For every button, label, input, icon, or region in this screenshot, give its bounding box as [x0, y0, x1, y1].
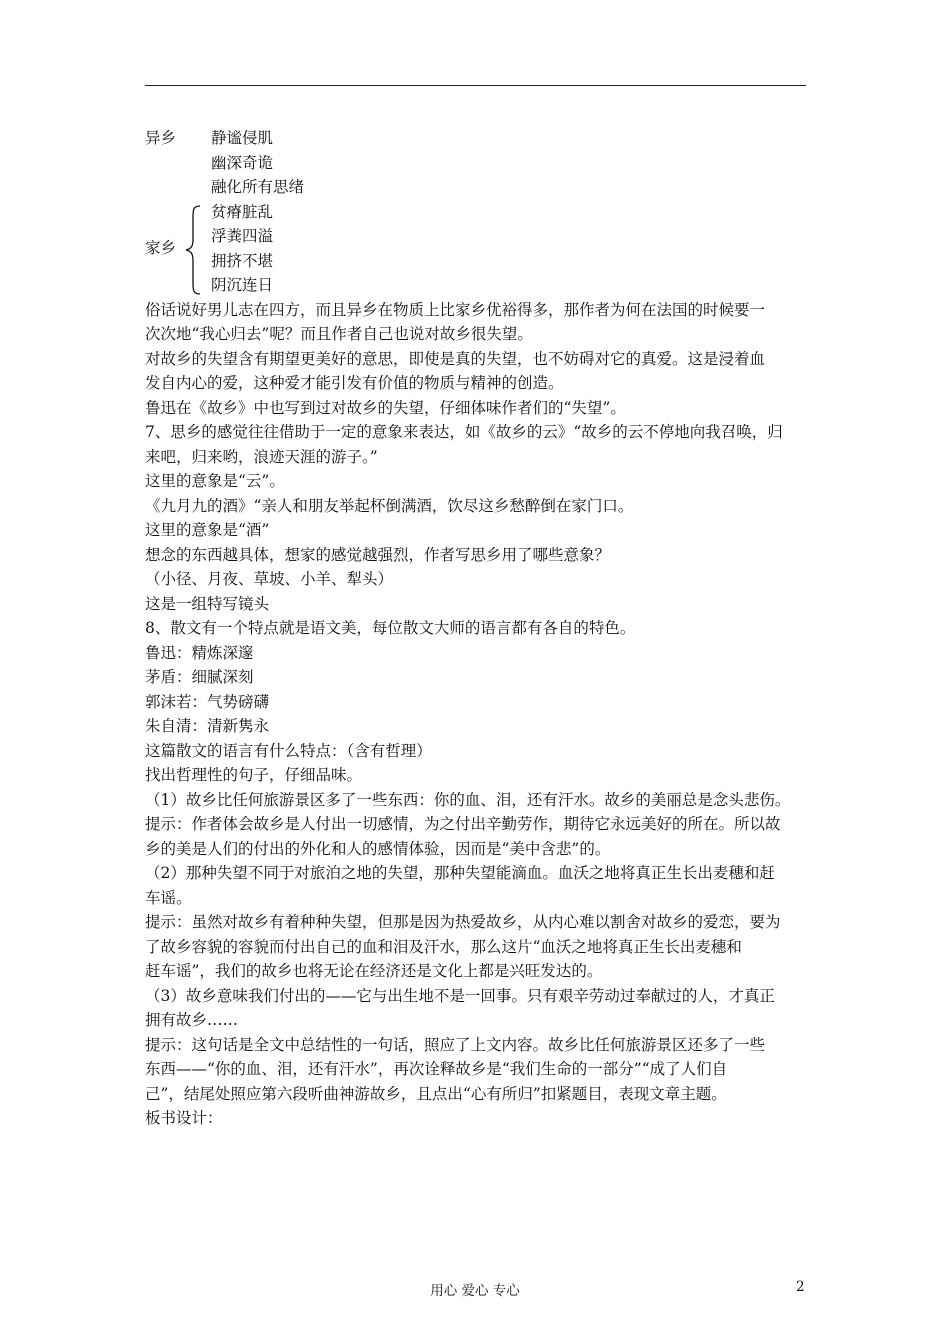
outline-item: 静谧侵肌	[211, 129, 274, 147]
text-line: 这篇散文的语言有什么特点：（含有哲理）	[145, 741, 432, 760]
text-line: 7、思乡的感觉往往借助于一定的意象来表达，如《故乡的云》“故乡的云不停地向我召唤，归	[145, 423, 783, 441]
text-line: 己”，结尾处照应第六段听曲神游故乡，且点出“心有所归”扣紧题目，表现文章主题。	[145, 1084, 727, 1103]
text-line: 郭沫若：气势磅礴	[145, 692, 270, 711]
text-line: （1）故乡比任何旅游景区多了一些东西：你的血、泪，还有汗水。故乡的美丽总是念头悲伤。	[145, 790, 791, 809]
text-line: 赶车谣”，我们的故乡也将无论在经济还是文化上都是兴旺发达的。	[145, 962, 603, 980]
text-line: 次次地“我心归去”呢？而且作者自己也说对故乡很失望。	[145, 325, 533, 343]
text-line: 拥有故乡……	[145, 1011, 239, 1029]
outline-item: 拥挤不堪	[211, 251, 274, 270]
outline-item: 阴沉连日	[211, 276, 274, 294]
text-line: 来吧，归来哟，浪迹天涯的游子。”	[145, 447, 378, 466]
text-line: 鲁迅在《故乡》中也写到过对故乡的失望，仔细体味作者们的“失望”。	[145, 398, 626, 417]
text-line: 《九月九的酒》“亲人和朋友举起杯倒满酒，饮尽这乡愁醉倒在家门口。	[145, 496, 634, 515]
text-line: 板书设计：	[145, 1109, 223, 1127]
text-line: 这是一组特写镜头	[145, 594, 270, 613]
outline-item: 浮粪四溢	[211, 227, 274, 245]
header-rule	[145, 85, 806, 86]
outline-label-yixiang: 异乡	[145, 129, 177, 147]
page-number: 2	[796, 1279, 805, 1295]
outline-label-jiaxiang: 家乡	[145, 238, 177, 257]
outline-item: 贫瘠脏乱	[211, 202, 274, 221]
outline-jiaxiang-block	[145, 200, 809, 298]
paragraph-lines	[145, 298, 809, 1131]
text-line: 想念的东西越具体，想家的感觉越强烈，作者写思乡用了哪些意象？	[145, 545, 611, 564]
text-line: 茅盾：细腻深刻	[145, 668, 254, 686]
text-line: （小径、月夜、草坡、小羊、犁头）	[145, 570, 394, 588]
text-line: （2）那种失望不同于对旅泊之地的失望，那种失望能滴血。血沃之地将真正生长出麦穗和赶	[145, 864, 775, 882]
text-line: 朱自清：清新隽永	[145, 717, 270, 735]
outline-item: 幽深奇诡	[211, 153, 274, 172]
outline-yixiang-row	[145, 126, 809, 151]
text-line: 俗话说好男儿志在四方，而且异乡在物质上比家乡优裕得多，那作者为何在法国的时候要一	[145, 300, 766, 319]
curly-brace-icon	[183, 204, 203, 296]
text-line: 提示：这句话是全文中总结性的一句话，照应了上文内容。故乡比任何旅游景区还多了一些	[145, 1035, 766, 1054]
text-line: （3）故乡意味我们付出的——它与出生地不是一回事。只有艰辛劳动过奉献过的人，才真正	[145, 986, 775, 1005]
text-line: 这里的意象是“云”。	[145, 472, 285, 490]
text-line: 8、散文有一个特点就是语文美，每位散文大师的语言都有各自的特色。	[145, 619, 636, 637]
document-body	[145, 126, 809, 1131]
text-line: 东西——“你的血、泪，还有汗水”，再次诠释故乡是“我们生命的一部分”“成了人们自	[145, 1060, 728, 1078]
text-line: 车谣。	[145, 888, 192, 907]
text-line: 对故乡的失望含有期望更美好的意思，即使是真的失望，也不妨碍对它的真爱。这是浸着血	[145, 349, 766, 368]
outline-item: 融化所有思绪	[211, 178, 305, 196]
text-line: 提示：作者体会故乡是人付出一切感情，为之付出辛勤劳作，期待它永远美好的所在。所以故	[145, 815, 781, 833]
text-line: 发自内心的爱，这种爱才能引发有价值的物质与精神的创造。	[145, 374, 564, 392]
text-line: 乡的美是人们的付出的外化和人的感情体验，因而是“美中含悲”的。	[145, 839, 611, 858]
text-line: 提示：虽然对故乡有着种种失望，但那是因为热爱故乡，从内心难以割舍对故乡的爱恋，要为	[145, 913, 781, 931]
footer-slogan: 用心 爱心 专心	[430, 1283, 520, 1299]
text-line: 鲁迅：精炼深邃	[145, 643, 254, 662]
text-line: 找出哲理性的句子，仔细品味。	[145, 766, 363, 784]
text-line: 了故乡容貌的容貌而付出自己的血和泪及汗水，那么这片“血沃之地将真正生长出麦穗和	[145, 937, 742, 956]
text-line: 这里的意象是“酒”	[145, 521, 270, 539]
